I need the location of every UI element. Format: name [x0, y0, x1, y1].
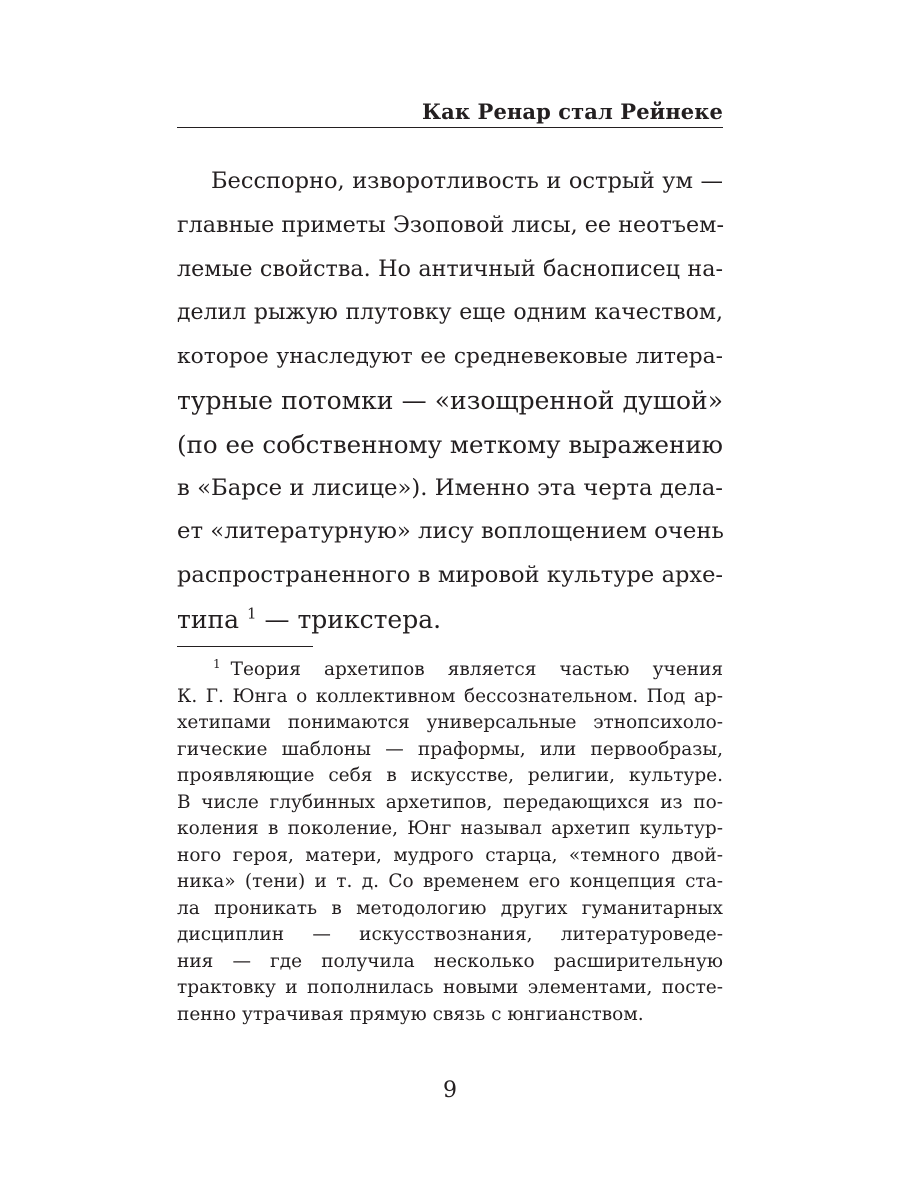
footnote-line: К. Г. Юнга о коллективном бессознательном. Под ар-	[177, 685, 723, 707]
text-line: которое унаследуют ее средневековые литера-	[177, 344, 723, 370]
footnote-line: дисциплин — искусствознания, литературоведе-	[177, 924, 723, 945]
text-line: (по ее собственному меткому выражению	[177, 429, 723, 459]
text-line: лемые свойства. Но античный баснописец на-	[177, 255, 723, 282]
footnote-line: ния — где получила несколько расширительную	[177, 950, 723, 972]
footnote-marker: 1	[213, 656, 221, 671]
text-line: делил рыжую плутовку еще одним качеством,	[177, 300, 723, 326]
footnote-line: ного героя, матери, мудрого старца, «темного двой-	[177, 844, 723, 866]
page-number: 9	[443, 1078, 457, 1103]
text-line: в «Барсе и лисице»). Именно эта черта дела-	[177, 474, 723, 501]
main-text	[177, 160, 723, 642]
footnote-line: пенно утрачивая прямую связь с юнгианством.	[177, 1003, 644, 1025]
footnote-reference[interactable]: 1	[247, 604, 257, 623]
text-line: Бесспорно, изворотливость и острый ум —	[211, 168, 723, 194]
footnote-line	[177, 657, 723, 684]
text-line: турные потомки — «изощренной душой»	[177, 385, 723, 415]
footnote-line: ника» (тени) и т. д. Со временем его концепция ста-	[177, 871, 723, 892]
footnote-rule	[177, 646, 313, 647]
footnote	[177, 657, 723, 1028]
footnote-line: хетипами понимаются универсальные этнопсихоло-	[177, 712, 723, 733]
text-fragment: типа	[177, 604, 240, 634]
footnote-line: коления в поколение, Юнг называл архетип культур-	[177, 818, 723, 839]
footnote-line: ла проникать в методологию других гуманитарных	[177, 897, 723, 919]
footnote-line: В числе глубинных архетипов, передающихся из по-	[177, 791, 723, 813]
header-rule	[177, 127, 723, 128]
footnote-line: проявляющие себя в искусстве, религии, культуре.	[177, 765, 723, 786]
text-line-last	[177, 598, 723, 642]
footnote-text: Теория архетипов является частью учения	[230, 659, 723, 680]
text-fragment: — трикстера.	[256, 604, 442, 634]
text-line: ет «литературную» лису воплощением очень	[177, 518, 724, 545]
footnote-line: гические шаблоны — праформы, или первообразы,	[177, 738, 723, 760]
text-line: главные приметы Эзоповой лисы, ее неотъем-	[177, 211, 724, 238]
footnote-line: трактовку и пополнилась новыми элементами, посте-	[177, 977, 723, 998]
running-head-title: Как Ренар стал Рейнеке	[421, 99, 723, 124]
text-line: распространенного в мировой культуре архе-	[177, 562, 723, 589]
